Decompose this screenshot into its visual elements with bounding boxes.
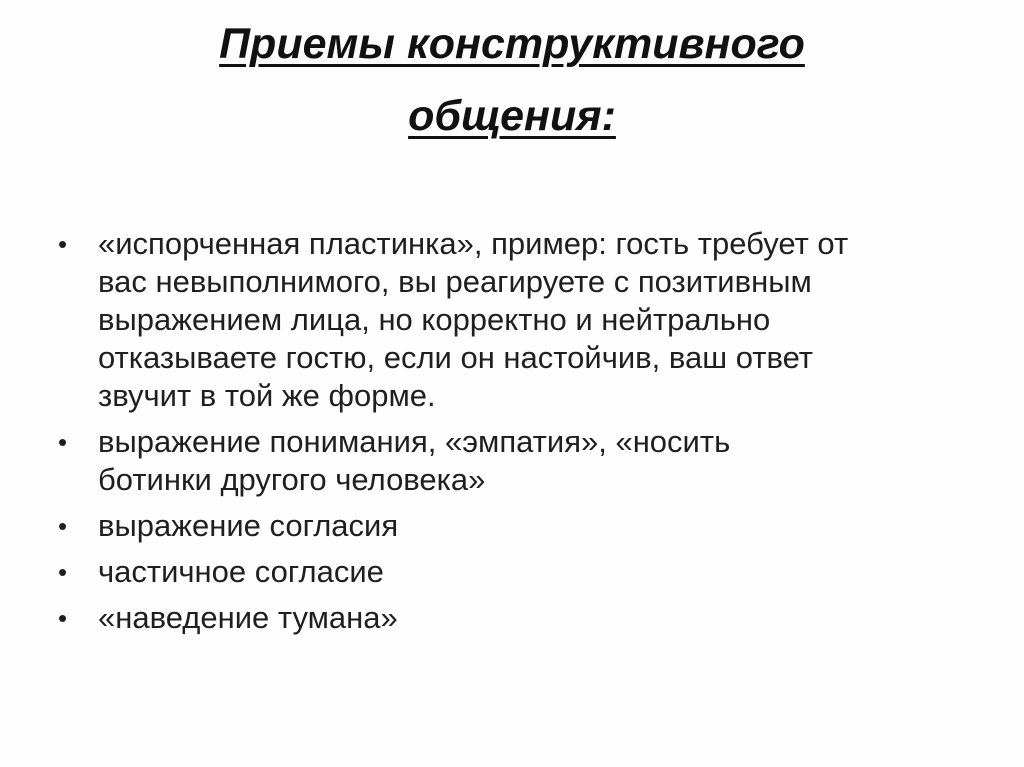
bullet-text: выражение согласия (98, 508, 399, 543)
slide-title-line-2: общения: (408, 92, 616, 140)
bullet-line: вас невыполнимого, вы реагируете с позитивным (98, 264, 812, 299)
slide-title-line-1: Приемы конструктивного (219, 20, 805, 68)
bullet-text: частичное согласие (98, 554, 384, 589)
slide-title (0, 8, 1024, 152)
bullet-item-partial-agreement (0, 553, 1024, 591)
bullet-marker-icon: • (58, 603, 68, 633)
bullet-line: «испорченная пластинка», пример: гость требует от (98, 226, 849, 261)
bullet-item-fogging (0, 599, 1024, 637)
bullet-marker-icon: • (58, 557, 68, 587)
bullet-item-broken-record (0, 225, 1024, 415)
bullet-line: отказываете гостю, если он настойчив, ваш ответ (98, 340, 813, 375)
bullet-text: «наведение тумана» (98, 600, 398, 635)
bullet-marker-icon: • (58, 427, 68, 457)
bullet-marker-icon: • (58, 511, 68, 541)
bullet-item-agreement (0, 507, 1024, 545)
bullet-line: выражение понимания, «эмпатия», «носить (98, 424, 731, 459)
bullet-line: звучит в той же форме. (98, 378, 436, 413)
bullet-line: выражением лица, но корректно и нейтрально (98, 302, 771, 337)
bullet-text (98, 225, 978, 415)
bullet-marker-icon: • (58, 229, 68, 259)
bullet-text (98, 423, 978, 499)
bullet-item-empathy (0, 423, 1024, 499)
bullet-line: ботинки другого человека» (98, 462, 486, 497)
bullet-list (0, 225, 1024, 645)
